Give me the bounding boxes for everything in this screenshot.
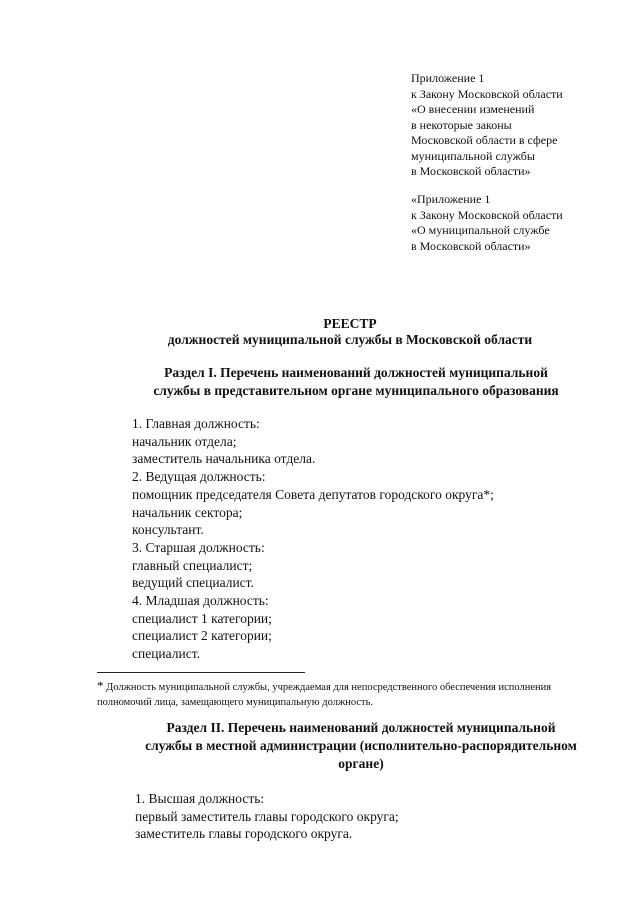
appendix-line: «О муниципальной службе	[411, 223, 550, 237]
footnote-line-2: полномочий лица, замещающего муниципальную должность.	[97, 697, 374, 708]
appendix-note-amendment	[411, 71, 563, 180]
list-item: 4. Младшая должность:	[132, 593, 269, 609]
section-2-position-list	[135, 790, 399, 843]
list-item: консультант.	[132, 522, 204, 538]
list-item: 3. Старшая должность:	[132, 539, 265, 555]
heading-line: органе)	[338, 756, 384, 771]
appendix-line: «О внесении изменений	[411, 102, 535, 116]
appendix-line: к Закону Московской области	[411, 86, 563, 101]
appendix-note-original	[411, 192, 563, 254]
list-item: начальник отдела;	[132, 433, 237, 449]
registry-subtitle: должностей муниципальной службы в Московской области	[167, 332, 533, 347]
list-item: главный специалист;	[132, 557, 253, 573]
footnote-line-1	[97, 678, 617, 695]
footnote-text: Должность муниципальной службы, учреждаемая для непосредственного обеспечения исполнения	[106, 682, 552, 693]
footnote-mark: *	[97, 678, 104, 693]
section-2-heading	[122, 719, 600, 773]
appendix-line: в Московской области»	[411, 238, 531, 253]
footnote-divider	[97, 672, 305, 673]
appendix-line: в Московской области»	[411, 164, 531, 178]
appendix-line: к Закону Московской области	[411, 207, 563, 222]
appendix-line: муниципальной службы	[411, 148, 535, 163]
heading-line: Раздел I. Перечень наименований должностей муниципальной	[164, 365, 548, 380]
list-item: 1. Главная должность:	[132, 416, 260, 431]
list-item: специалист 2 категории;	[132, 628, 272, 644]
list-item: специалист 1 категории;	[132, 610, 272, 626]
appendix-line: «Приложение 1	[411, 192, 491, 206]
list-item: 2. Ведущая должность:	[132, 469, 266, 485]
list-item: ведущий специалист.	[132, 575, 254, 591]
section-1-position-list	[132, 415, 494, 663]
list-item: первый заместитель главы городского округа;	[135, 808, 399, 824]
list-item: помощник председателя Совета депутатов городского округа*;	[132, 486, 494, 502]
section-1-heading	[112, 364, 600, 400]
heading-line: службы в местной администрации (исполнительно-распорядительном	[145, 738, 577, 753]
list-item: 1. Высшая должность:	[135, 791, 265, 806]
list-item: заместитель главы городского округа.	[135, 826, 353, 842]
heading-line: службы в представительном органе муниципального образования	[153, 383, 559, 398]
list-item: заместитель начальника отдела.	[132, 451, 316, 467]
appendix-line: Приложение 1	[411, 71, 485, 85]
heading-line: Раздел II. Перечень наименований должностей муниципальной	[166, 720, 556, 735]
footnote	[97, 678, 617, 710]
appendix-line: в некоторые законы	[411, 117, 512, 132]
list-item: специалист.	[132, 646, 200, 662]
registry-title: РЕЕСТР	[323, 316, 377, 331]
list-item: начальник сектора;	[132, 504, 243, 520]
appendix-line: Московской области в сфере	[411, 133, 558, 147]
